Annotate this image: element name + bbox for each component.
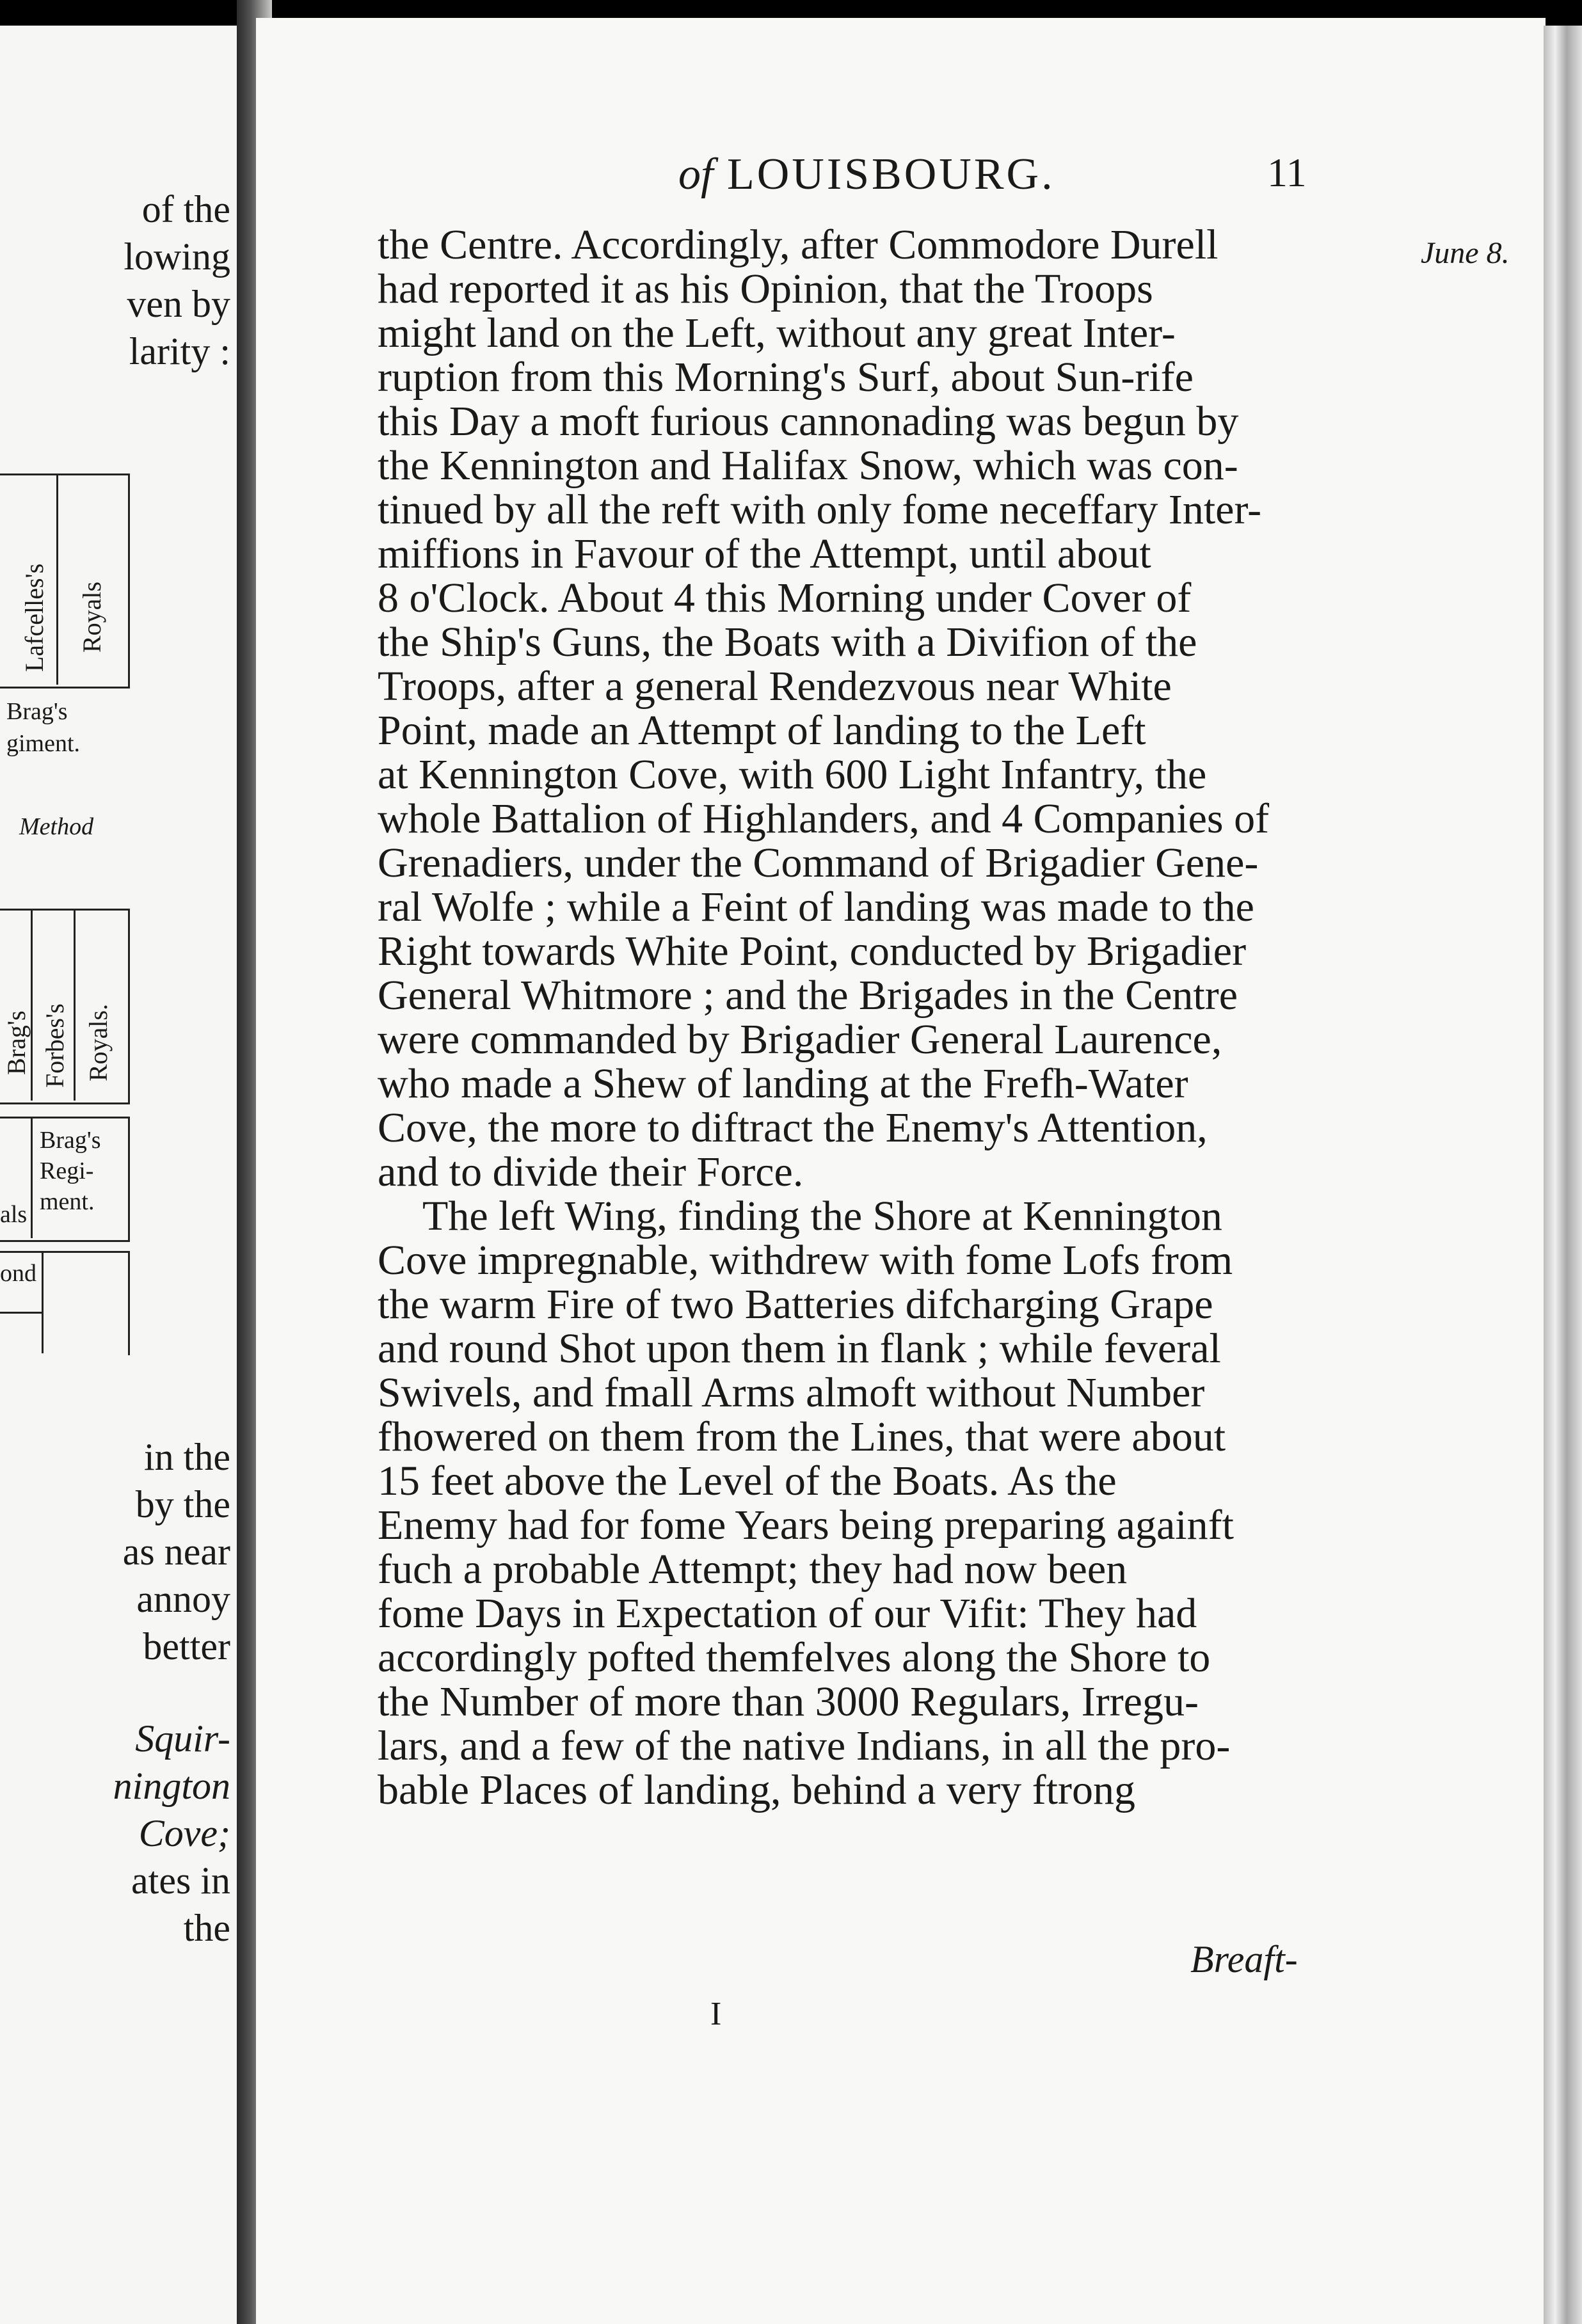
text-line: ral Wolfe ; while a Feint of landing was made to the: [378, 884, 1254, 930]
left-line-4: larity :: [129, 330, 230, 372]
table2-cell-3: Royals.: [84, 1003, 113, 1081]
table1-cell-2: Royals: [77, 581, 106, 653]
text-line: and to divide their Force.: [378, 1149, 804, 1195]
left-line-2: lowing: [124, 235, 230, 278]
left-mid-3: as near: [122, 1531, 230, 1573]
text-line: whole Battalion of Highlanders, and 4 Companies of: [378, 795, 1270, 842]
text-line: Point, made an Attempt of landing to the Left: [378, 707, 1146, 754]
text-line: Enemy had for fome Years being preparing againft: [378, 1502, 1234, 1548]
text-line: might land on the Left, without any great Inter-: [378, 310, 1176, 356]
left-bottom-3: Cove;: [138, 1812, 230, 1854]
text-line: were commanded by Brigadier General Laurence,: [378, 1016, 1222, 1063]
left-mid-1: in the: [144, 1436, 230, 1478]
right-page: [256, 18, 1546, 2324]
method-label: Method: [19, 813, 94, 840]
table2-cell-1: Brag's: [2, 1010, 31, 1075]
text-line: the Number of more than 3000 Regulars, Irregu-: [378, 1678, 1199, 1725]
table3-cell-1: Brag's: [40, 1127, 101, 1154]
table4-stub: ond: [0, 1260, 36, 1287]
catchword: Breaft-: [1190, 1938, 1298, 1980]
left-line-1: of the: [141, 188, 230, 230]
text-line: bable Places of landing, behind a very ftrong: [378, 1767, 1135, 1813]
text-line: the Ship's Guns, the Boats with a Divifion of the: [378, 619, 1197, 665]
text-line: Grenadiers, under the Command of Brigadier Gene-: [378, 840, 1259, 886]
text-line: 8 o'Clock. About 4 this Morning under Cover of: [378, 575, 1192, 621]
table1-below-2: giment.: [6, 730, 81, 757]
left-bottom-4: ates in: [131, 1859, 230, 1902]
left-line-3: ven by: [127, 283, 230, 325]
text-line: had reported it as his Opinion, that the Troops: [378, 266, 1153, 312]
text-line: who made a Shew of landing at the Frefh-Water: [378, 1060, 1188, 1107]
body-text: [378, 223, 1546, 1812]
text-line: Cove, the more to diftract the Enemy's Attention,: [378, 1104, 1208, 1151]
text-line: Troops, after a general Rendezvous near White: [378, 663, 1172, 710]
text-line: this Day a moft furious cannonading was begun by: [378, 398, 1239, 445]
text-line: tinued by all the reft with only fome neceffary Inter-: [378, 486, 1262, 533]
table1-cell-1: Lafcelles's: [20, 563, 49, 672]
left-mid-4: annoy: [136, 1578, 230, 1620]
page-edge: [1544, 26, 1582, 2324]
text-line: Cove impregnable, withdrew with fome Lofs from: [378, 1237, 1233, 1284]
text-line: accordingly pofted themfelves along the Shore to: [378, 1634, 1211, 1681]
text-line: at Kennington Cove, with 600 Light Infantry, the: [378, 751, 1207, 798]
left-mid-5: better: [143, 1625, 230, 1667]
table2-cell-2: Forbes's: [40, 1003, 69, 1088]
text-line: lars, and a few of the native Indians, in all the pro-: [378, 1723, 1231, 1769]
text-line: fhowered on them from the Lines, that were about: [378, 1413, 1226, 1460]
text-line: The left Wing, finding the Shore at Kennington: [422, 1193, 1222, 1239]
text-line: miffions in Favour of the Attempt, until about: [378, 530, 1151, 577]
text-line: fuch a probable Attempt; they had now been: [378, 1546, 1128, 1593]
left-mid-2: by the: [135, 1483, 230, 1525]
text-line: the Kennington and Halifax Snow, which was con-: [378, 442, 1238, 489]
margin-note: June 8.: [1421, 236, 1510, 270]
table3-stub: als: [0, 1201, 28, 1228]
table1-below-1: Brag's: [6, 698, 68, 725]
left-bottom-2: nington: [113, 1765, 230, 1807]
text-line: General Whitmore ; and the Brigades in the Centre: [378, 972, 1238, 1019]
text-line: Right towards White Point, conducted by Brigadier: [378, 928, 1247, 975]
text-line: the Centre. Accordingly, after Commodore Durell: [378, 221, 1218, 268]
text-line: fome Days in Expectation of our Vifit: They had: [378, 1590, 1197, 1637]
signature-mark: I: [710, 1996, 722, 2032]
left-bottom-5: the: [183, 1907, 230, 1949]
text-line: 15 feet above the Level of the Boats. As the: [378, 1458, 1117, 1504]
running-title: of LOUISBOURG.: [678, 150, 1055, 199]
left-bottom-1: Squir-: [135, 1717, 230, 1760]
text-line: ruption from this Morning's Surf, about Sun-rife: [378, 354, 1194, 401]
text-line: and round Shot upon them in flank ; while feveral: [378, 1325, 1221, 1372]
table3-cell-3: ment.: [40, 1188, 95, 1215]
running-header: [256, 149, 1546, 219]
table3-cell-2: Regi-: [40, 1158, 94, 1184]
page-number: 11: [1267, 150, 1307, 195]
left-page: [0, 26, 237, 2324]
text-line: Swivels, and fmall Arms almoft without Number: [378, 1369, 1205, 1416]
text-line: the warm Fire of two Batteries difcharging Grape: [378, 1281, 1213, 1328]
